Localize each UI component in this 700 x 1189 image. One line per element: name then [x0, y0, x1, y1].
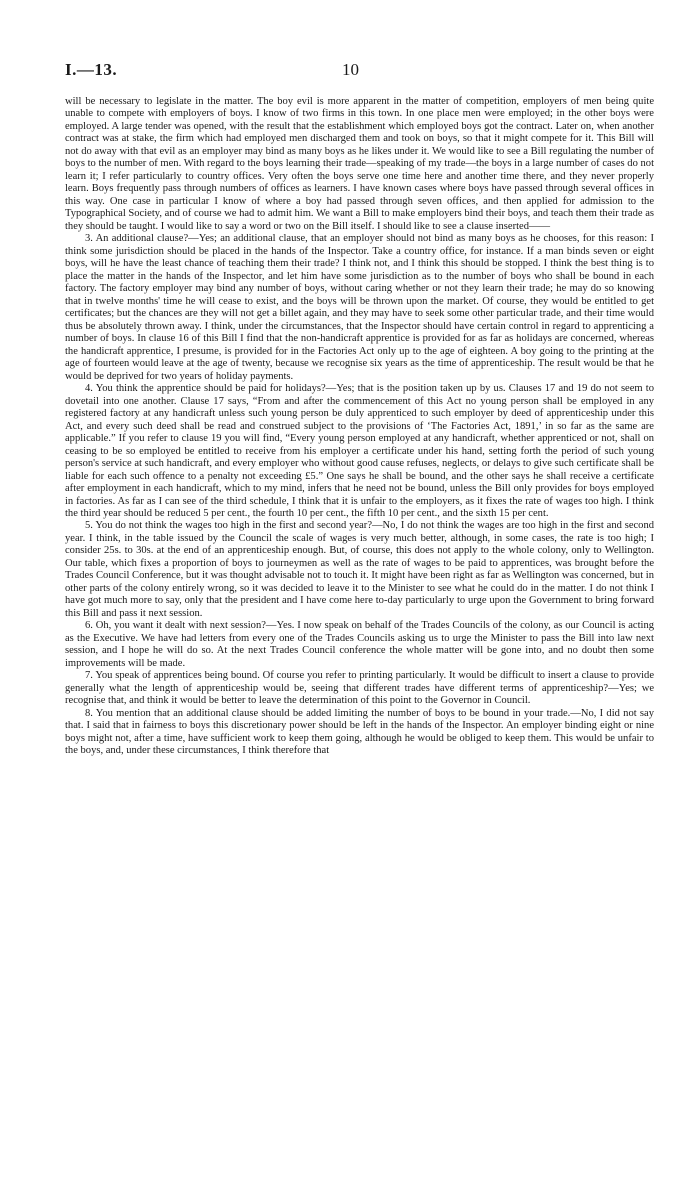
body-text	[65, 96, 654, 758]
paragraph: 4. You think the apprentice should be paid for holidays?—Yes; that is the position taken up by us. Clauses 17 and 19 do not seem to dovetail into one another. Clause 17 says, “From and after the commencement of this Act no young person shall be employed in any registered factory at any handicraft unless such young person be duly apprenticed to such employer by deed of apprenticeship under this Act, and every such deed shall be read and construed subject to the provisions of ‘The Factories Act, 1891,’ in so far as the same are applicable.” If you refer to clause 19 you will find, “Every young person employed at any handicraft, whether apprenticed or not, shall on ceasing to be so employed be entitled to receive from his employer a certificate under his hand, setting forth the period of such young person's service at such handicraft, and every employer who without good cause refuses, neglects, or delays to give such certificate shall be liable for each such offence to a penalty not exceeding £5.” One says he shall be bound, and the other says he shall receive a certificate after employment in each handicraft, which to my mind, infers that he need not be bound, unless the Bill only provides for boys employed in factories. As far as I can see of the third schedule, I think that it is unfair to the employers, as it fixes the rate of wages too high. I think the third year should be reduced 5 per cent., the fourth 10 per cent., the fifth 10 per cent., and the sixth 15 per cent.	[65, 383, 654, 519]
paragraph: 7. You speak of apprentices being bound. Of course you refer to printing particularly. It would be difficult to insert a clause to provide generally what the length of apprenticeship would be, seeing that different trades have different terms of apprenticeship?—Yes; we recognise that, and think it would be better to leave the determination of this point to the Governor in Council.	[65, 670, 654, 707]
page-number: 10	[342, 60, 359, 79]
paragraph: 8. You mention that an additional clause should be added limiting the number of boys to be bound in your trade.—No, I did not say that. I said that in fairness to boys this discretionary power should be left in the hands of the Inspector. An employer binding eight or nine boys might not, after a time, have sufficient work to keep them going, although he would be obliged to keep them. This would be unfair to the boys, and, under these circumstances, I think therefore that	[65, 707, 654, 757]
paper-reference: I.—13.	[65, 60, 118, 79]
paragraph: 6. Oh, you want it dealt with next session?—Yes. I now speak on behalf of the Trades Councils of the colony, as our Council is acting as the Executive. We have had letters from every one of the Trades Councils asking us to urge the Minister to pass the Bill into law next session, and I hope he will do so. At the next Trades Council conference the whole matter will be gone into, and no doubt then some improvements will be made.	[65, 620, 654, 669]
paragraph: will be necessary to legislate in the matter. The boy evil is more apparent in the matter of competition, employers of men being quite unable to compete with employers of boys. I know of two firms in this town. In one place men were employed; in the other boys were employed. A large tender was opened, with the result that the establishment which employed boys got the contract. Later on, when another contract was at stake, the firm which had employed men discharged them and took on boys, so that it might compete for it. This Bill will not do away with that evil as an employer may bind as many boys as he likes under it. We would like to see a Bill regulating the number of boys to the number of men. With regard to the boys learning their trade—speaking of my trade—the boys in a large number of cases do not learn it; I refer particularly to country offices. Very often the boys serve one time here and another time there, and they never properly learn. Boys frequently pass through numbers of offices as learners. I have known cases where boys have passed through several offices in this way. One case in particular I know of where a boy had passed through seven offices, and then applied for admission to the Typographical Society, and of course we had to admit him. We want a Bill to make employers bind their boys, and teach them their trade as they should be taught. I would like to say a word or two on the Bill itself. I should like to see a clause inserted——	[65, 96, 654, 232]
page-header	[65, 60, 655, 80]
paragraph: 3. An additional clause?—Yes; an additional clause, that an employer should not bind as many boys as he chooses, for this reason: I think some jurisdiction should be placed in the hands of the Inspector. Take a country office, for instance. If a man binds seven or eight boys, will he have the least chance of teaching them their trade? I think not, and I think this should be stopped. I think the best thing is to place the matter in the hands of the Inspector, and let him have some jurisdiction as to the number of boys who shall be bound in each factory. The factory employer may bind any number of boys, without caring whether or not they learn their trade; he may do so knowing that in twelve months' time he will cease to exist, and the boys will be thrown upon the market. Of course, they would be entitled to get certificates; but the chances are they will not get a billet again, and they may have to seek some other particular trade, and their time would thus be absolutely thrown away. I think, under the circumstances, that the Inspector should have certain control in regard to apprenticing a number of boys. In clause 16 of this Bill I find that the non-handicraft apprentice is provided for as far as holidays are concerned, whereas the handicraft apprentice, I presume, is provided for in the Factories Act only up to the age of eighteen. A boy going to the printing at the age of fourteen would leave at the age of twenty, because we recognise six years as the time of apprenticeship. The result would be that he would be deprived for two years of holiday payments.	[65, 233, 654, 382]
paragraph: 5. You do not think the wages too high in the first and second year?—No, I do not think the wages are too high in the first and second year. I think, in the table issued by the Council the scale of wages is very much better, although, in some cases, the rate is too high; I consider 25s. to 30s. at the end of an apprenticeship enough. But, of course, this does not apply to the whole colony, only to Wellington. Our table, which fixes a proportion of boys to journeymen as well as the rate of wages to be paid to apprentices, was brought before the Trades Council Conference, but it was thought advisable not to touch it. It might have been right as far as Wellington was concerned, but in other parts of the colony entirely wrong, so it was decided to leave it to the Minister to see what he could do in the matter. I do not think I have got much more to say, only that the president and I have come here to-day particularly to urge upon the Government to bring forward this Bill and pass it next session.	[65, 520, 654, 619]
